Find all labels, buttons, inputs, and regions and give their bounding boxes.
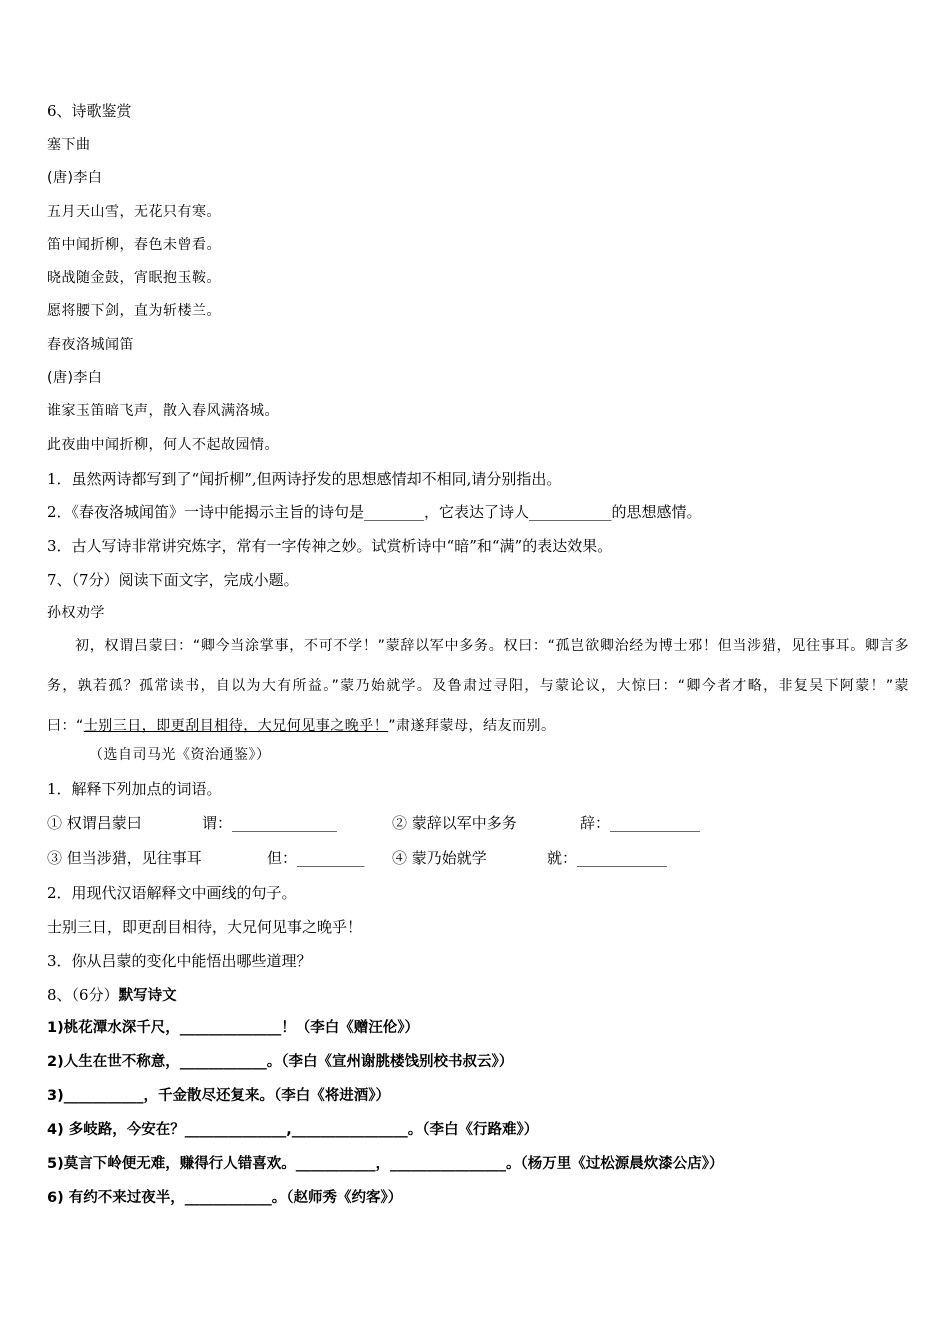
poem1-line: 愿将腰下剑，直为斩楼兰。 [47, 303, 221, 319]
q8-item-2: 2)人生在世不称意，____________。（李白《宣州谢朓楼饯别校书叔云》） [47, 1054, 514, 1070]
q6-question-1: 1．虽然两诗都写到了“闻折柳”,但两诗抒发的思想感情却不相同,请分别指出。 [47, 470, 562, 488]
q8-heading-prefix: 8、（6分） [47, 986, 119, 1004]
q8-item-1: 1)桃花潭水深千尺，______________！（李白《赠汪伦》） [47, 1020, 419, 1036]
q7-sub1-item-3: ③ 但当涉猎，见往事耳 [47, 849, 202, 867]
poem1-line: 笛中闻折柳，春色未曾看。 [47, 237, 221, 253]
q7-sub1-blank-1: 谓：______________ [202, 814, 338, 832]
poem1-line: 五月天山雪，无花只有寒。 [47, 204, 221, 220]
passage-text: 初，权谓吕蒙曰：“卿今当涂掌事，不可不学！”蒙辞以军中多务。权曰：“孤岂欲卿治经为博士邪！但当涉猎，见往事耳。卿言多务，孰若孤？孤常读书，自以为大有所益。”蒙乃始就学。及鲁肃过寻阳，与蒙论议，大惊曰：“卿今者才略，非复吴下阿蒙！”蒙曰：“ [47, 638, 909, 734]
poem1-author: (唐)李白 [47, 170, 103, 186]
q8-item-4: 4) 多岐路，今安在？______________,________________。（李白《行路难》） [47, 1122, 539, 1138]
q6-heading: 6、诗歌鉴赏 [47, 102, 132, 120]
q7-sub1-item-2: ② 蒙辞以军中多务 [392, 814, 517, 832]
q7-sub1-prompt: 1．解释下列加点的词语。 [47, 780, 222, 798]
poem2-line: 谁家玉笛暗飞声，散入春风满洛城。 [47, 403, 279, 419]
poem1-title: 塞下曲 [47, 137, 91, 153]
q7-passage-title: 孙权劝学 [47, 605, 105, 621]
q7-sub2-sentence: 士别三日，即更刮目相待，大兄何见事之晚乎！ [47, 918, 363, 936]
q7-sub1-item-1: ① 权谓吕蒙曰 [47, 814, 142, 832]
poem2-title: 春夜洛城闻笛 [47, 337, 134, 353]
q7-heading: 7、（7分）阅读下面文字，完成小题。 [47, 571, 299, 589]
passage-underlined-sentence: 士别三日，即更刮目相待，大兄何见事之晚乎！ [83, 718, 389, 734]
q8-heading-title: 默写诗文 [118, 988, 177, 1004]
poem2-line: 此夜曲中闻折柳，何人不起故园情。 [47, 437, 279, 453]
poem2-author: (唐)李白 [47, 370, 103, 386]
q8-heading [47, 985, 177, 1006]
passage-text-end: ”肃遂拜蒙母，结友而别。 [388, 718, 556, 734]
q7-sub3-prompt: 3．你从吕蒙的变化中能悟出哪些道理？ [47, 952, 312, 970]
q6-question-2: 2．《春夜洛城闻笛》一诗中能揭示主旨的诗句是________，它表达了诗人___________的思想感情。 [47, 503, 702, 521]
q7-passage [47, 626, 909, 746]
q6-question-3: 3．古人写诗非常讲究炼字，常有一字传神之妙。试赏析诗中“暗”和“满”的表达效果。 [47, 537, 613, 555]
q8-item-5: 5)莫言下岭便无难，赚得行人错喜欢。___________，________________。（杨万里《过松源晨炊漆公店》） [47, 1156, 724, 1172]
q8-item-6: 6) 有约不来过夜半，____________。（赵师秀《约客》） [47, 1190, 403, 1206]
q7-sub1-blank-2: 辞：____________ [580, 814, 701, 832]
q7-sub2-prompt: 2．用现代汉语解释文中画线的句子。 [47, 884, 297, 902]
q7-sub1-blank-3: 但：_________ [267, 849, 365, 867]
q7-sub1-item-4: ④ 蒙乃始就学 [392, 849, 487, 867]
poem1-line: 晓战随金鼓，宵眠抱玉鞍。 [47, 270, 221, 286]
q7-sub1-blank-4: 就：____________ [547, 849, 668, 867]
q7-source: （选自司马光《资治通鉴》） [89, 747, 271, 763]
q8-item-3: 3)___________，千金散尽还复来。（李白《将进酒》） [47, 1088, 390, 1104]
